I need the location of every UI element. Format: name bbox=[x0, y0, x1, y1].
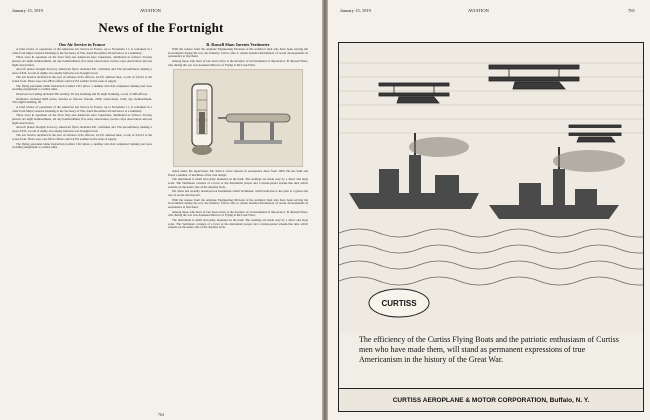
right-page-date: January 15, 1919 bbox=[340, 8, 371, 13]
left-page-magazine: AVIATION bbox=[140, 8, 161, 13]
col1-paragraph: The flying personnel under instruction totalled 1312 pilots, a number who had completed training and were awaiting assignment to combat units. bbox=[12, 141, 152, 150]
ad-footer: CURTISS AEROPLANE & MOTOR CORPORATION, Buffalo, N. Y. bbox=[339, 388, 643, 411]
col2-paragraph: The instrument is small and easily mounted on the dash. The readings are made easy by a direct and large scale. The Vertimeter consists of a bowl or the instrument proper and a nickel-plated stream-line tube which extends on the under side of the airplane body. bbox=[168, 177, 308, 189]
col2-heading: B. Russell Shaw Invents Vertimeter bbox=[206, 42, 270, 47]
vertimeter-photo bbox=[173, 69, 303, 167]
col2-paragraph: With the release from the Airplane Engineering Division of the technical men who have been serving the Government during the war, the industry will be able to obtain detailed information of recent developments in aeronautics at first hand. bbox=[168, 47, 308, 59]
col1-paragraph: The flying personnel under instruction totalled 1312 pilots, a number who had completed training and were awaiting assignment to combat units. bbox=[12, 83, 152, 92]
col2-paragraph: Among those who have of late been active is the inventor of an instrument of importance, B. Russell Shaw, who during the war was Assistant Director of Flying at McCook Field. bbox=[168, 58, 308, 67]
col1-paragraph: Aircraft planes brought down by American flyers included 491 confirmed and 354 unconfirmed, making a total of 845. A total of eighty-two enemy balloons was brought down. bbox=[12, 125, 152, 133]
col2-paragraph: With the release from the Airplane Engineering Division of the technical men who have been serving the Government during the war, the industry will be able to obtain detailed information of recent developments in aeronautics at first hand. bbox=[168, 197, 308, 209]
right-masthead bbox=[328, 8, 650, 18]
ad-body-text: The efficiency of the Curtiss Flying Boats and the patriotic enthusiasm of Curtiss men who have made them, will stand as permanent expressions of true Americanism in the history of the Great War. bbox=[359, 335, 619, 365]
right-column bbox=[168, 40, 308, 412]
curtiss-advertisement bbox=[338, 42, 644, 412]
curtiss-logo-text: CURTISS bbox=[381, 299, 417, 308]
article-title: News of the Fortnight bbox=[98, 20, 224, 35]
right-page-number: 765 bbox=[628, 8, 635, 13]
col1-paragraph: There were in operation on the front forty-one American Aero Squadrons, distributed as follows: Twenty pursuit, six night bombardment, six day bombardment, five army observation, twelve corps observation and one night observation. bbox=[12, 55, 152, 67]
left-masthead bbox=[0, 8, 322, 18]
col1-heading: Our Air Service in France bbox=[58, 42, 106, 47]
right-page-magazine: AVIATION bbox=[468, 8, 489, 13]
col2-paragraph: tested under his supervision. Mr. Shaw's active interest in aeronautics dates from 1909. He has built and flown a number of machines of his own design. bbox=[168, 169, 308, 177]
col2-paragraph: Among those who have of late been active is the inventor of an instrument of importance, B. Russell Shaw, who during the war was Assistant Director of Flying at McCook Field. bbox=[168, 209, 308, 218]
col1-paragraph: There were in operation on the front forty-one American Aero Squadrons, distributed as follows: Twenty pursuit, six night bombardment, six day bombardment, five army observation, twelve corps observation and one night observation. bbox=[12, 113, 152, 125]
flying-boats-illustration bbox=[339, 43, 643, 333]
col1-paragraph: Observers in training included 365 artillery, 65 day bombing and 62 night bombing, a total of 498 officers. bbox=[16, 92, 148, 97]
right-page bbox=[328, 0, 650, 420]
col1-paragraph: The Air Service included in the area of advance 2161 officers, 22,351 enlisted men, a total of 24,512 at the actual front. There were also 6814 officers and 24,353 soldiers in the zone of supply. bbox=[12, 133, 152, 142]
col2-paragraph: Mr. Shaw has recently developed an instrument called Vertimeter, which indicates to the pilot at a glance the rate of ascent and descent. bbox=[168, 189, 308, 198]
col1-paragraph: A brief review of operations of the American Air Service in France, up to November 11, is contained in a cable from Major General Pershing to the Secretary of War, dated December 28 and below is a summary: bbox=[12, 47, 152, 55]
col1-paragraph: The Air Service included in the area of advance 2161 officers, 22,351 enlisted men, a total of 24,512 at the actual front. There were also 6814 officers and 24,353 soldiers in the zone of supply. bbox=[12, 75, 152, 84]
left-page-date: January 15, 1919 bbox=[12, 8, 43, 13]
left-column bbox=[12, 40, 152, 412]
col2-paragraph: The instrument is small and easily mounted on the dash. The readings are made easy by a direct and large scale. The Vertimeter consists of a bowl or the instrument proper and a nickel-plated stream-line tube which extends on the under side of the airplane body. bbox=[168, 217, 308, 230]
col1-paragraph: A brief review of operations of the American Air Service in France, up to November 11, is contained in a cable from Major General Pershing to the Secretary of War, dated December 28 and below is a summary: bbox=[12, 104, 152, 113]
left-page-number: 764 bbox=[158, 412, 164, 417]
left-page bbox=[0, 0, 322, 420]
col1-paragraph: Ordinance included 6400 pilots, divided as follows: Pursuit, 2209; observation, 1204; day bombardment, 740; night bombing, 20. bbox=[12, 96, 152, 105]
col1-paragraph: Aircraft planes brought down by American flyers included 491 confirmed and 354 unconfirmed, making a total of 845. A total of eighty-two enemy balloons was brought down. bbox=[12, 67, 152, 75]
